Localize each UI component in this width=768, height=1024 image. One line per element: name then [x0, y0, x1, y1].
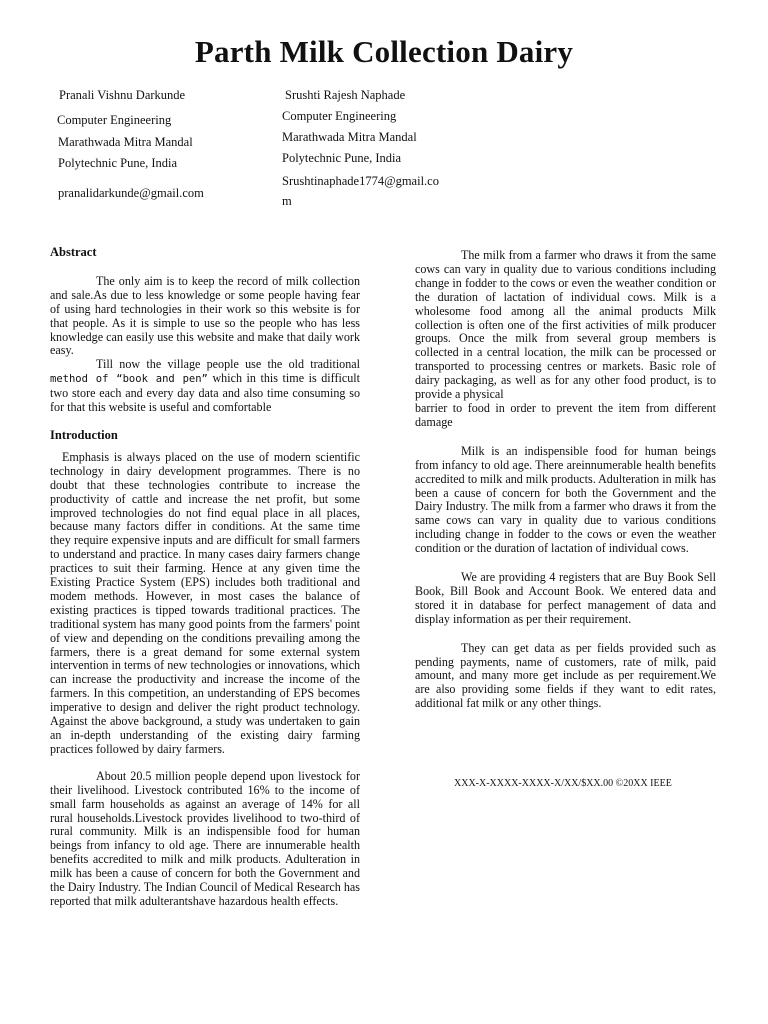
- paper-title: Parth Milk Collection Dairy: [194, 34, 574, 69]
- author-email[interactable]: pranalidarkunde@gmail.com: [58, 186, 204, 200]
- author-location: Polytechnic Pune, India: [282, 151, 402, 165]
- abstract-text-continued: which in this time is difficult two store each and every day data and also time consuming so for that this website is useful and comfortable: [50, 371, 360, 415]
- abstract-text: Till now the village people use the old traditional: [96, 357, 360, 372]
- left-column: [50, 246, 360, 909]
- copyright-footer: XXX-X-XXXX-XXXX-X/XX/$XX.00 ©20XX IEEE: [454, 778, 672, 789]
- author-name: Pranali Vishnu Darkunde: [59, 88, 186, 102]
- body-paragraph-4: They can get data as per fields provided such as pending payments, name of customers, rate of milk, paid amount, and many more get include as per requirement.We are also providing some fields if they want to edit rates, additional fat milk or any other things.: [415, 640, 716, 711]
- introduction-paragraph-2: About 20.5 million people depend upon livestock for their livelihood. Livestock contributed 16% to the income of small farm households as against an average of 14% for all rural households.Livestock provides livelihood to two-third of rural community. Milk is an indispensible food for human beings from infancy to old age. There are innumerable health benefits accredited to milk and milk products. Adulteration in milk has been a cause of concern for both the Government and the Dairy Industry. The Indian Council of Medical Research has reported that milk adulterantshave hazardous health effects.: [50, 768, 360, 908]
- abstract-heading: Abstract: [50, 245, 97, 259]
- body-paragraph-2: Milk is an indispensible food for human beings from infancy to old age. There areinnumerable health benefits accredited to milk and milk products. Adulteration in milk has been a cause of concern for both the Government and the Dairy Industry. The milk from a farmer who draws it from the same cows can vary in quality due to various conditions including change in fodder to the cows or even the weather condition or the duration of lactation of individual cows.: [415, 443, 716, 556]
- body-paragraph-1-tail: barrier to food in order to prevent the item from different damage: [415, 400, 716, 429]
- author-email[interactable]: Srushtinaphade1774@gmail.co: [282, 174, 439, 188]
- abstract-paragraph-1: The only aim is to keep the record of milk collection and sale.As due to less knowledge or some people having fear of using hard technologies in their work so this website is for that people. As it is simple to use so the people who has less knowledge can easily use this website and make that daily work easy.: [50, 273, 360, 358]
- abstract-paragraph-2: [50, 358, 360, 415]
- author-location: Polytechnic Pune, India: [58, 156, 178, 170]
- author-institution: Marathwada Mitra Mandal: [282, 130, 417, 144]
- author-department: Computer Engineering: [57, 113, 172, 127]
- author-name: Srushti Rajesh Naphade: [285, 88, 406, 102]
- author-department: Computer Engineering: [282, 109, 397, 123]
- introduction-paragraph-1: Emphasis is always placed on the use of modern scientific technology in dairy development programmes. There is no doubt that these technologies contribute to increase the productivity of cattle and increase the net profit, but some improved technologies do not find equal place in all places, because many factors differ in conditions. At the same time they require expensive inputs and are difficult for small farmers to understand and practice. In many cases dairy farmers change practices to suit their farming. Hence at any given time the Existing Practice System (EPS) includes both traditional and modem methods. However, in most cases the balance of existing practices is tipped towards traditional practices. The traditional system has many good points from the farmers' point of view and depending on the conditions prevailing among the farmers, there is a great demand for some external system intervention in terms of new technologies or innovations, which can increase the productivity and increase the income of the farmers. In this competition, an understanding of EPS becomes imperative to design and deliver the right product technology. Against the above background, a study was undertaken to gain an in-depth understanding of the existing dairy farming practices followed by dairy farmers.: [50, 449, 360, 756]
- body-paragraph-1: The milk from a farmer who draws it from the same cows can vary in quality due to various conditions including change in fodder to the cows or even the weather condition or the duration of lactation of individual cows. Milk is a wholesome food among all the animal products Milk collection is often one of the first activities of milk producer groups. Once the milk from several group members is collected in a central location, the milk can be processed or transported to processing centres or markets. Basic role of dairy packaging, as well as for any other food product, is to provide a physical: [415, 248, 716, 402]
- author-institution: Marathwada Mitra Mandal: [58, 135, 193, 149]
- body-paragraph-3: We are providing 4 registers that are Buy Book Sell Book, Bill Book and Account Book. We entered data and stored it in database for perfect management of data and display information as per their requirement.: [415, 570, 716, 626]
- right-column: [415, 249, 716, 711]
- abstract-quoted-phrase: method of “book and pen”: [50, 373, 208, 386]
- author-email-continued[interactable]: m: [282, 194, 292, 208]
- introduction-heading: Introduction: [50, 427, 118, 442]
